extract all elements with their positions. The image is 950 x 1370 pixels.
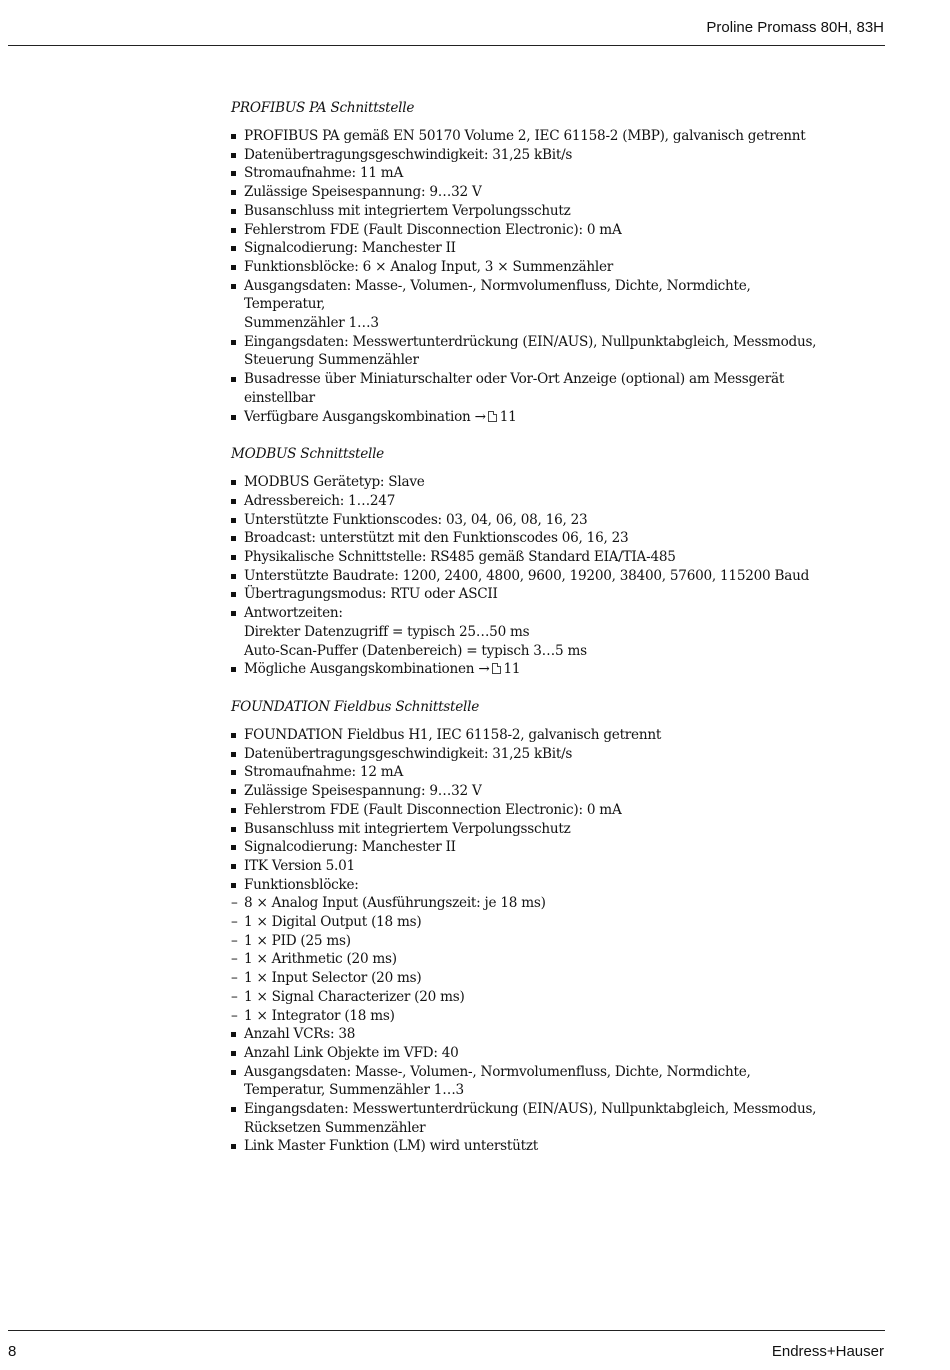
list-item: Mögliche Ausgangskombinationen → 11 [231, 660, 831, 679]
page-reference[interactable]: 11 [499, 408, 517, 425]
list-item: FOUNDATION Fieldbus H1, IEC 61158-2, galvanisch getrennt [231, 726, 831, 745]
list-item: Busanschluss mit integriertem Verpolungsschutz [231, 820, 831, 839]
list-item: Unterstützte Baudrate: 1200, 2400, 4800, 9600, 19200, 38400, 57600, 115200 Baud [231, 567, 831, 586]
function-block-item: – 1 × Digital Output (18 ms) [231, 914, 422, 931]
footer-rule [8, 1330, 885, 1331]
list-item: Adressbereich: 1…247 [231, 492, 831, 511]
list-item: Signalcodierung: Manchester II [231, 239, 831, 258]
list-item: ITK Version 5.01 [231, 857, 831, 876]
list-item: Datenübertragungsgeschwindigkeit: 31,25 kBit/s [231, 146, 831, 165]
modbus-title: MODBUS Schnittstelle [231, 446, 384, 463]
list-item: Busadresse über Miniaturschalter oder Vor-Ort Anzeige (optional) am Messgerät einstellbar [231, 370, 831, 407]
function-block-item: – 1 × Input Selector (20 ms) [231, 970, 422, 987]
list-item: Eingangsdaten: Messwertunterdrückung (EIN/AUS), Nullpunktabgleich, Messmodus, Rücksetzen Summenzähler [231, 1100, 831, 1137]
list-item: Physikalische Schnittstelle: RS485 gemäß Standard EIA/TIA-485 [231, 548, 831, 567]
brand-name: Endress+Hauser [771, 1343, 884, 1360]
list-item: Fehlerstrom FDE (Fault Disconnection Electronic): 0 mA [231, 221, 831, 240]
function-block-item: – 8 × Analog Input (Ausführungszeit: je 18 ms) [231, 895, 546, 912]
list-item: Ausgangsdaten: Masse-, Volumen-, Normvolumenfluss, Dichte, Normdichte, Temperatur, Summenzähler 1…3 [231, 1063, 831, 1100]
list-item: Datenübertragungsgeschwindigkeit: 31,25 kBit/s [231, 745, 831, 764]
header-rule [8, 45, 885, 46]
list-item: Übertragungsmodus: RTU oder ASCII [231, 585, 831, 604]
list-item: MODBUS Gerätetyp: Slave [231, 473, 831, 492]
list-item: Antwortzeiten: Direkter Datenzugriff = typisch 25…50 ms Auto-Scan-Puffer (Datenbereich) = typisch 3…5 ms [231, 604, 831, 660]
foundation-title: FOUNDATION Fieldbus Schnittstelle [231, 698, 480, 715]
function-block-item: – 1 × Arithmetic (20 ms) [231, 951, 397, 968]
running-header: Proline Promass 80H, 83H [706, 19, 884, 36]
list-item: Stromaufnahme: 12 mA [231, 763, 831, 782]
modbus-list [231, 473, 831, 679]
list-item: Funktionsblöcke: – 8 × Analog Input (Ausführungszeit: je 18 ms) – 1 × Digital Output (18 ms) – 1 × PID (25 ms) – 1 × Arithmetic (20 ms) – 1 × Input Selector (20 ms) – 1 × Signal Characterizer (20 ms) – 1 × Integrator (18 ms) [231, 876, 831, 1026]
list-item: Busanschluss mit integriertem Verpolungsschutz [231, 202, 831, 221]
profibus-list [231, 127, 831, 426]
list-item: Ausgangsdaten: Masse-, Volumen-, Normvolumenfluss, Dichte, Normdichte, Temperatur, Summenzähler 1…3 [231, 277, 831, 333]
foundation-list [231, 726, 831, 1156]
list-item: Stromaufnahme: 11 mA [231, 164, 831, 183]
function-block-item: – 1 × Integrator (18 ms) [231, 1007, 395, 1024]
list-item: Broadcast: unterstützt mit den Funktionscodes 06, 16, 23 [231, 529, 831, 548]
list-item: Zulässige Speisespannung: 9…32 V [231, 183, 831, 202]
list-item: PROFIBUS PA gemäß EN 50170 Volume 2, IEC 61158-2 (MBP), galvanisch getrennt [231, 127, 831, 146]
function-block-item: – 1 × Signal Characterizer (20 ms) [231, 988, 465, 1005]
content [231, 99, 831, 1156]
list-item: Funktionsblöcke: 6 × Analog Input, 3 × Summenzähler [231, 258, 831, 277]
list-item: Eingangsdaten: Messwertunterdrückung (EIN/AUS), Nullpunktabgleich, Messmodus, Steuerung Summenzähler [231, 333, 831, 370]
list-item: Verfügbare Ausgangskombination → 11 [231, 408, 831, 427]
function-block-item: – 1 × PID (25 ms) [231, 932, 351, 949]
list-item: Anzahl VCRs: 38 [231, 1025, 831, 1044]
page-reference[interactable]: 11 [503, 661, 521, 678]
list-item: Zulässige Speisespannung: 9…32 V [231, 782, 831, 801]
page-reference-icon [492, 663, 501, 674]
list-item: Anzahl Link Objekte im VFD: 40 [231, 1044, 831, 1063]
page-number: 8 [8, 1343, 17, 1360]
profibus-title: PROFIBUS PA Schnittstelle [231, 100, 415, 116]
list-item: Fehlerstrom FDE (Fault Disconnection Electronic): 0 mA [231, 801, 831, 820]
list-item: Signalcodierung: Manchester II [231, 838, 831, 857]
list-item: Link Master Funktion (LM) wird unterstützt [231, 1137, 831, 1156]
list-item: Unterstützte Funktionscodes: 03, 04, 06, 08, 16, 23 [231, 511, 831, 530]
page-reference-icon [488, 411, 497, 422]
